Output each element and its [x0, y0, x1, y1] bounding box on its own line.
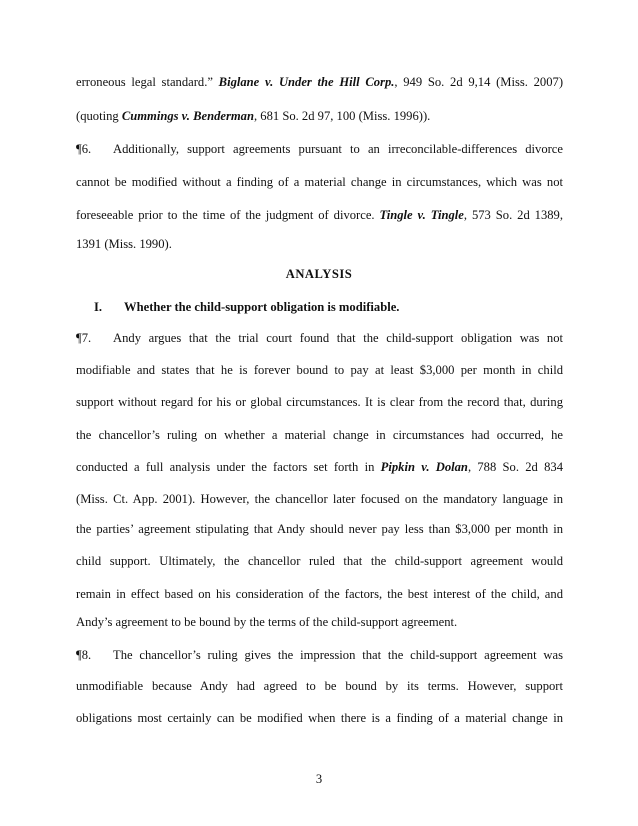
text-line: (quoting Cummings v. Benderman, 681 So. 2d 97, 100 (Miss. 1996)). [76, 109, 431, 123]
paragraph-start: ¶6. Additionally, support agreements pursuant to an irreconcilable-differences divorce [76, 142, 563, 156]
page-number: 3 [315, 772, 323, 786]
paragraph-number: ¶8. [76, 648, 92, 662]
case-citation: Cummings v. Benderman [121, 109, 254, 123]
text-line: the parties’ agreement stipulating that Andy should never pay less than $3,000 per month in [76, 522, 563, 536]
case-citation: Biglane v. Under the Hill Corp. [218, 75, 395, 89]
subsection-heading: I. Whether the child-support obligation is modifiable. [94, 300, 400, 314]
text-line: foreseeable prior to the time of the judgment of divorce. Tingle v. Tingle, 573 So. 2d 1389, [76, 208, 563, 222]
text-line: child support. Ultimately, the chancellor ruled that the child-support agreement would [76, 554, 563, 568]
text-line: conducted a full analysis under the factors set forth in Pipkin v. Dolan, 788 So. 2d 834 [76, 460, 563, 474]
text-line: Andy’s agreement to be bound by the terms of the child-support agreement. [76, 615, 458, 629]
paragraph-start: ¶8. The chancellor’s ruling gives the impression that the child-support agreement was [76, 648, 563, 662]
text-line: obligations most certainly can be modified when there is a finding of a material change in [76, 711, 563, 725]
roman-numeral: I. [94, 300, 103, 314]
case-citation: Pipkin v. Dolan [380, 460, 468, 474]
paragraph-number: ¶6. [76, 142, 92, 156]
text-line: support without regard for his or global circumstances. It is clear from the record that, during [76, 395, 563, 409]
text-line: modifiable and states that he is forever bound to pay at least $3,000 per month in child [76, 363, 563, 377]
text-line: the chancellor’s ruling on whether a material change in circumstances had occurred, he [76, 428, 563, 442]
case-citation: Tingle v. Tingle [379, 208, 464, 222]
text-line: erroneous legal standard.” Biglane v. Under the Hill Corp., 949 So. 2d 9,14 (Miss. 2007) [76, 75, 563, 89]
paragraph-start: ¶7. Andy argues that the trial court found that the child-support obligation was not [76, 331, 563, 345]
text-line: remain in effect based on his consideration of the factors, the best interest of the child, and [76, 587, 563, 601]
text-line: cannot be modified without a finding of a material change in circumstances, which was not [76, 175, 563, 189]
text-line: unmodifiable because Andy had agreed to be bound by its terms. However, support [76, 679, 563, 693]
text-line: 1391 (Miss. 1990). [76, 237, 172, 251]
text-line: (Miss. Ct. App. 2001). However, the chancellor later focused on the mandatory language in [76, 492, 563, 506]
paragraph-number: ¶7. [76, 331, 92, 345]
section-heading: ANALYSIS [285, 267, 353, 281]
